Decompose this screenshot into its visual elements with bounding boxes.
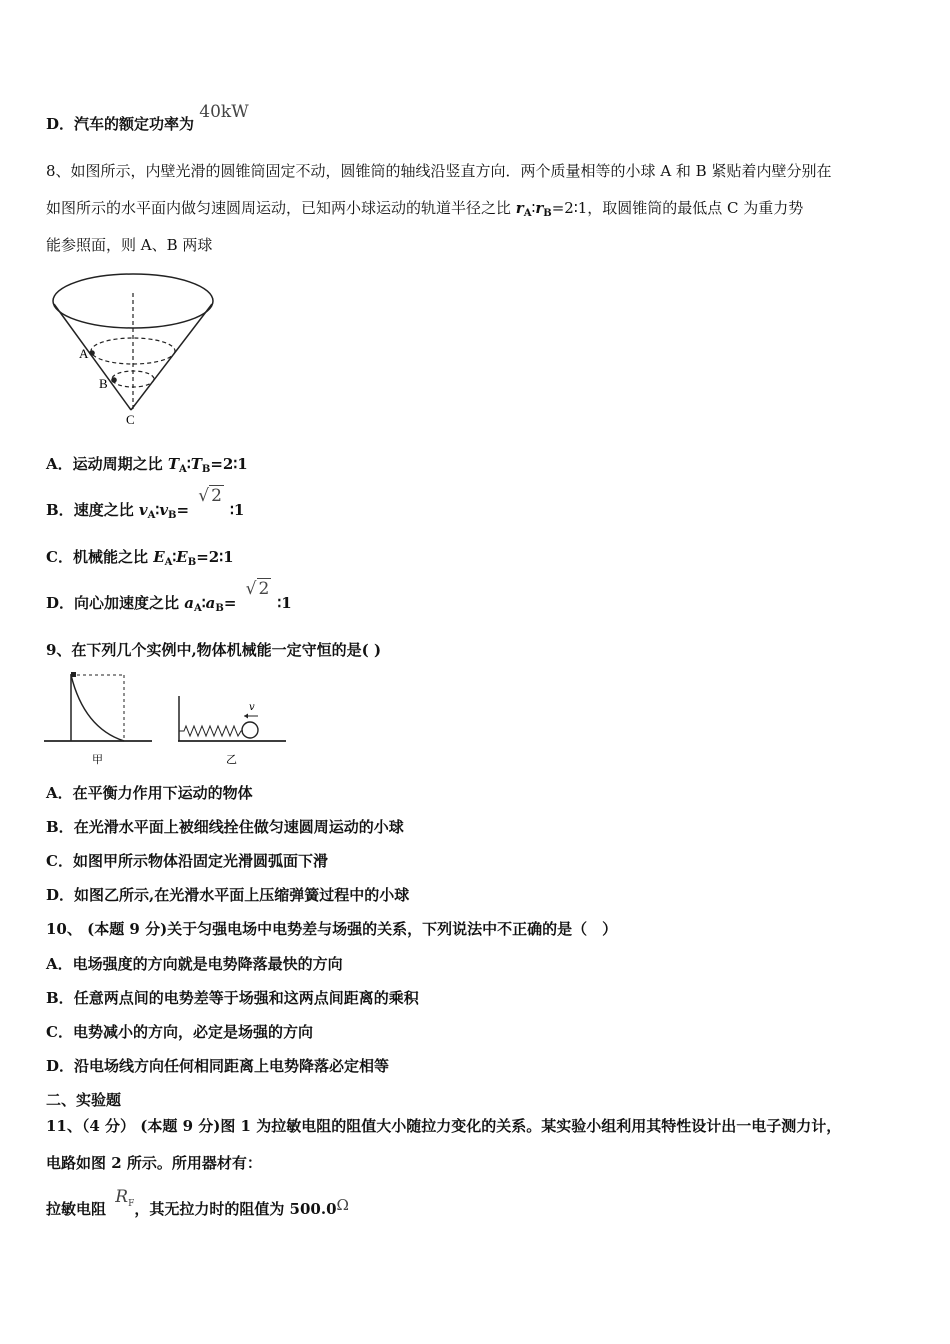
q8-stem-line-2a: 如图所示的水平面内做匀速圆周运动，已知两小球运动的轨道半径之比: [46, 199, 516, 217]
q10-option-a-text: 电场强度的方向就是电势降落最快的方向: [72, 955, 343, 973]
q9-option-c-text: 如图甲所示物体沿固定光滑圆弧面下滑: [72, 852, 328, 870]
q8-acc-a-sub: A: [193, 603, 202, 614]
q11-stem-line-1: 11、（4 分） (本题 9 分)图 1 为拉敏电阻的阻值大小随拉力变化的关系。某实验小组利用其特性设计出一电子测力计，: [46, 1117, 842, 1135]
q8-e-b: E: [176, 548, 188, 566]
q9-option-b: [46, 817, 404, 837]
q10-option-d-label: D．: [46, 1057, 75, 1075]
q8-b-sqrt: √ 2: [198, 486, 222, 506]
q11-item-1-b: ，其无拉力时的阻值为 500.0: [134, 1200, 337, 1218]
yi-arrow-head: [244, 714, 248, 719]
q8-t-b: T: [190, 455, 202, 473]
q9-option-a-text: 在平衡力作用下运动的物体: [72, 784, 253, 802]
section-2-title: 二、实验题: [46, 1091, 122, 1109]
q10-option-b: [46, 988, 419, 1008]
q9-option-d-text: 如图乙所示,在光滑水平面上压缩弹簧过程中的小球: [74, 886, 410, 904]
q9-option-a: [46, 783, 253, 803]
q8-d-sqrt-value: 2: [258, 579, 270, 599]
q8-e-a: E: [153, 548, 165, 566]
q8-t-a-sub: A: [179, 464, 187, 475]
q8-option-b-label: B．: [46, 501, 74, 519]
ball-b: [111, 377, 117, 383]
yi-spring: [179, 726, 243, 736]
q8-v-a-sub: A: [147, 510, 156, 521]
cone-left-side: [54, 304, 131, 410]
q9-option-a-label: A．: [46, 784, 73, 802]
q8-r-a-sub: A: [523, 208, 532, 219]
q10-option-c-label: C．: [46, 1023, 73, 1041]
q8-option-c-ratio: =2∶1: [196, 548, 234, 566]
q8-option-a-label: A．: [46, 455, 73, 473]
q8-option-c: [46, 547, 234, 573]
q8-b-sqrt-value: 2: [211, 486, 222, 506]
label-c: C: [126, 412, 135, 427]
q8-option-d-text: 向心加速度之比: [74, 594, 185, 612]
q8-d-colon: ∶: [201, 594, 206, 612]
q11-item-1-a: 拉敏电阻: [46, 1200, 107, 1218]
q9-option-c-label: C．: [46, 852, 73, 870]
q8-d-ratio-tail: ∶1: [277, 594, 292, 612]
q8-cone-figure: [46, 268, 226, 428]
q8-option-d-label: D．: [46, 594, 75, 612]
q8-acc-b: a: [205, 594, 216, 612]
yi-label: 乙: [226, 753, 237, 766]
yi-v-label: v: [249, 702, 255, 713]
q8-option-a: [46, 454, 248, 480]
q10-option-d-text: 沿电场线方向任何相同距离上电势降落必定相等: [74, 1057, 390, 1075]
q8-e-a-sub: A: [164, 557, 173, 568]
q11-r: R: [115, 1187, 129, 1207]
q8-option-a-ratio: =2∶1: [210, 455, 248, 473]
yi-ball: [242, 722, 258, 738]
q8-option-b: [46, 486, 245, 526]
q8-option-c-text: 机械能之比: [72, 548, 154, 566]
q9-stem: 9、在下列几个实例中,物体机械能一定守恒的是( ): [46, 641, 382, 659]
q8-stem-line-2: [46, 198, 803, 224]
q8-a-colon: ∶: [186, 455, 191, 473]
q10-option-a: [46, 954, 343, 974]
q11-stem-line-2: 电路如图 2 所示。所用器材有：: [46, 1154, 262, 1172]
q8-b-equals: =: [176, 501, 190, 519]
q10-option-c-text: 电势减小的方向，必定是场强的方向: [72, 1023, 313, 1041]
q9-option-b-text: 在光滑水平面上被细线拴住做匀速圆周运动的小球: [73, 818, 404, 836]
q8-acc-b-sub: B: [215, 603, 224, 614]
jia-arc: [71, 675, 124, 741]
q9-option-b-label: B．: [46, 818, 74, 836]
q8-c-colon: ∶: [172, 548, 177, 566]
label-b: B: [99, 376, 108, 391]
q8-option-d: [46, 579, 292, 619]
ball-a: [89, 350, 95, 356]
q11-item-1: [46, 1187, 349, 1222]
q8-r-b-sub: B: [543, 208, 552, 219]
q8-v-a: v: [138, 501, 148, 519]
q9-figures: [44, 668, 294, 768]
q8-v-b-sub: B: [168, 510, 177, 521]
q8-option-c-label: C．: [46, 548, 73, 566]
q11-r-sub: F: [128, 1199, 135, 1209]
q8-stem-line-3: 能参照面，则 A、B 两球: [46, 236, 213, 254]
cone-right-side: [131, 304, 212, 410]
q9-option-c: [46, 851, 328, 871]
q10-option-b-text: 任意两点间的电势差等于场强和这两点间距离的乘积: [73, 989, 419, 1007]
q8-stem-line-2b: =2∶1，取圆锥筒的最低点 C 为重力势: [551, 199, 804, 217]
q11-ohm: Ω: [336, 1196, 349, 1214]
label-a: A: [79, 346, 89, 361]
q10-option-c: [46, 1022, 313, 1042]
q8-colon: ∶: [531, 199, 536, 217]
q8-option-b-text: 速度之比: [73, 501, 139, 519]
q8-option-a-text: 运动周期之比: [72, 455, 168, 473]
jia-block: [71, 672, 76, 677]
q8-t-b-sub: B: [201, 464, 211, 475]
q8-e-b-sub: B: [187, 557, 197, 568]
q8-b-ratio-tail: ∶1: [229, 501, 245, 519]
q7-option-d-text: 汽车的额定功率为: [74, 115, 195, 133]
q8-d-equals: =: [223, 594, 237, 612]
q8-d-sqrt: √ 2: [245, 579, 270, 599]
q7-power-value: 40kW: [199, 102, 249, 122]
jia-label: 甲: [92, 753, 103, 766]
q10-option-b-label: B．: [46, 989, 74, 1007]
q9-option-d: [46, 885, 409, 905]
q7-option-d: [46, 102, 249, 134]
q10-stem: 10、 (本题 9 分)关于匀强电场中电势差与场强的关系，下列说法中不正确的是（ ）: [46, 920, 618, 938]
q8-acc-a: a: [184, 594, 194, 612]
q8-b-colon: ∶: [155, 501, 160, 519]
q10-option-a-label: A．: [46, 955, 73, 973]
q10-option-d: [46, 1056, 389, 1076]
q9-option-d-label: D．: [46, 886, 75, 904]
q8-v-b: v: [159, 501, 169, 519]
q8-r-b: r: [535, 199, 544, 217]
q8-r-a: r: [515, 199, 524, 217]
q8-t-a: T: [167, 455, 180, 473]
q8-stem-line-1: 8、如图所示，内壁光滑的圆锥筒固定不动，圆锥筒的轴线沿竖直方向．两个质量相等的小球 A 和 B 紧贴着内壁分别在: [46, 162, 832, 180]
q7-option-d-label: D．: [46, 115, 75, 133]
